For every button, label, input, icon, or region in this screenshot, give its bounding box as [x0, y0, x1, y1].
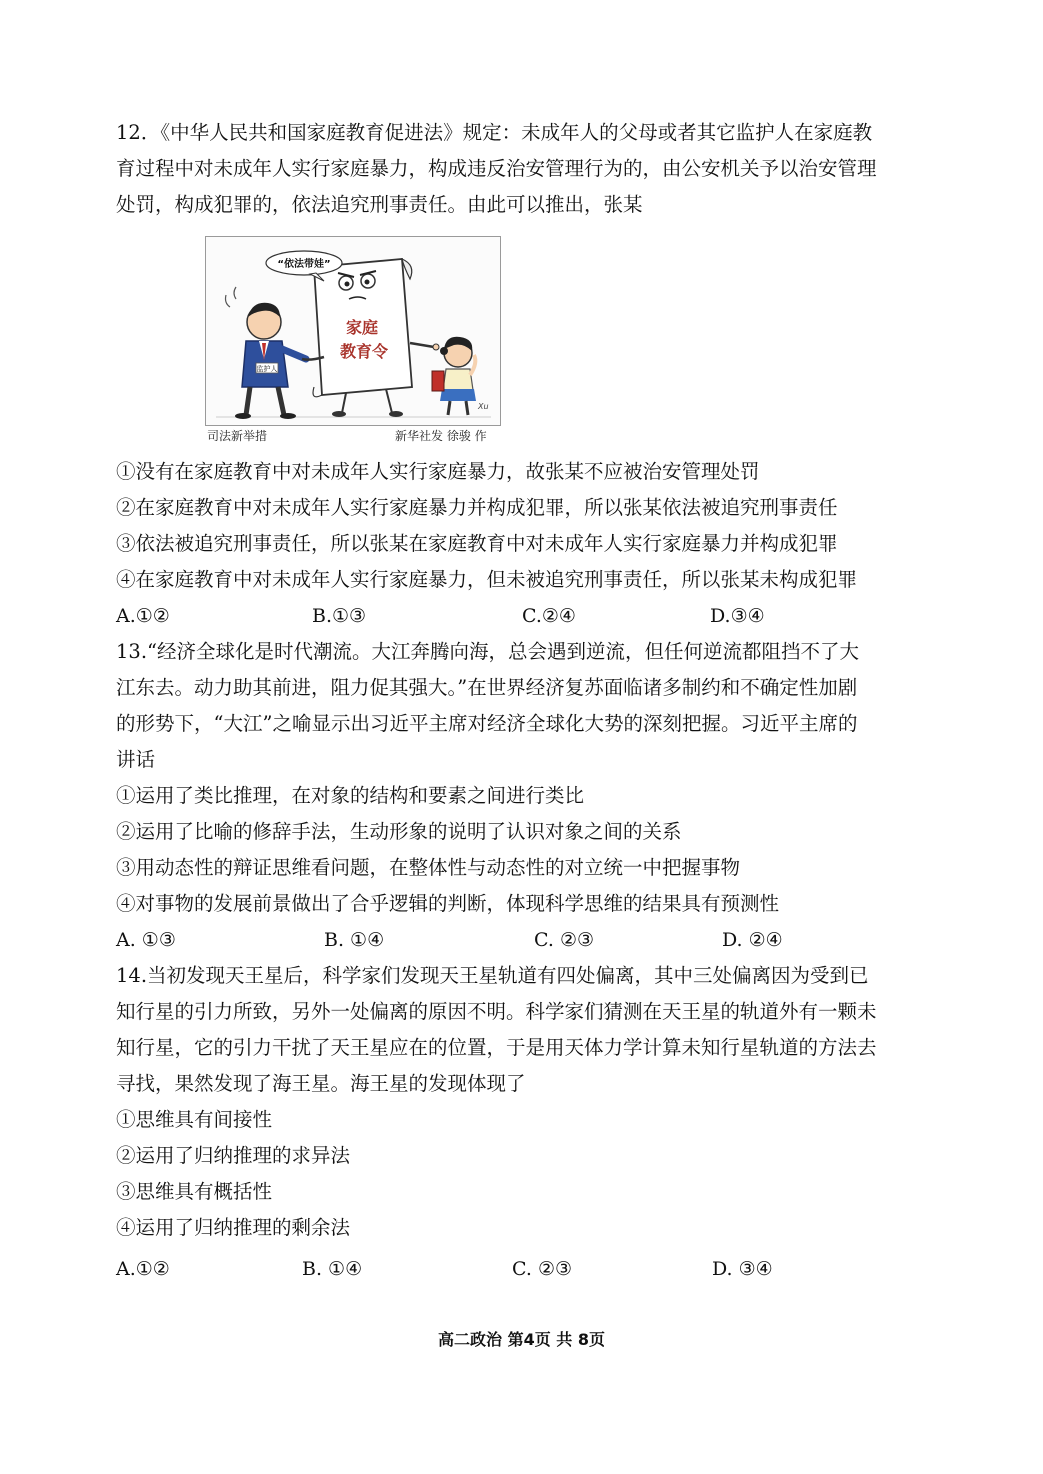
cartoon-caption-right: 新华社发 徐骏 作 [395, 429, 487, 443]
cartoon-caption-left: 司法新举措 [207, 429, 268, 443]
q14-statement-4: ④运用了归纳推理的剩余法 [116, 1216, 351, 1239]
q12-options [116, 603, 936, 629]
q13-options [116, 927, 936, 953]
q12-stem-line-3: 处罚，构成犯罪的，依法追究刑事责任。由此可以推出，张某 [116, 193, 643, 216]
q13-stem-line-1: 13.“经济全球化是时代潮流。大江奔腾向海，总会遇到逆流，但任何逆流都阻挡不了大 [116, 640, 859, 663]
scroll-text-1: 家庭 [345, 318, 379, 337]
q13-stem-line-4: 讲话 [116, 748, 156, 771]
speech-bubble-text: “依法带娃” [277, 259, 331, 270]
page-footer: 高二政治 第4页 共 8页 [438, 1330, 605, 1349]
q13-statement-1: ①运用了类比推理，在对象的结构和要素之间进行类比 [116, 784, 585, 807]
q12-cartoon-figure [205, 236, 501, 446]
q12-statement-2: ②在家庭教育中对未成年人实行家庭暴力并构成犯罪，所以张某依法被追究刑事责任 [116, 496, 838, 519]
q14-option-d: D. ③④ [712, 1258, 773, 1280]
q12-option-c: C.②④ [522, 605, 576, 627]
q14-option-c: C. ②③ [512, 1258, 573, 1280]
q13-option-b: B. ①④ [324, 929, 385, 951]
q13-stem-line-2: 江东去。动力助其前进，阻力促其强大。”在世界经济复苏面临诸多制约和不确定性加剧 [116, 676, 858, 699]
q14-statement-2: ②运用了归纳推理的求异法 [116, 1144, 351, 1167]
q14-stem-line-4: 寻找，果然发现了海王星。海王星的发现体现了 [116, 1072, 526, 1095]
q13-statement-4: ④对事物的发展前景做出了合乎逻辑的判断，体现科学思维的结果具有预测性 [116, 892, 780, 915]
q14-options [116, 1256, 936, 1282]
q12-statement-1: ①没有在家庭教育中对未成年人实行家庭暴力，故张某不应被治安管理处罚 [116, 460, 760, 483]
q14-option-b: B. ①④ [302, 1258, 363, 1280]
q13-statement-2: ②运用了比喻的修辞手法，生动形象的说明了认识对象之间的关系 [116, 820, 682, 843]
svg-text:Xu: Xu [478, 402, 489, 411]
scroll-figure [302, 259, 439, 417]
q14-option-a: A.①② [116, 1258, 170, 1280]
q14-statement-3: ③思维具有概括性 [116, 1180, 273, 1203]
guardian-badge: 监护人 [256, 365, 278, 373]
cartoon-frame [205, 236, 501, 426]
q13-statement-3: ③用动态性的辩证思维看问题，在整体性与动态性的对立统一中把握事物 [116, 856, 741, 879]
q12-option-a: A.①② [116, 605, 170, 627]
cartoon-illustration [206, 237, 500, 425]
scroll-text-2: 教育令 [339, 342, 389, 361]
q12-option-d: D.③④ [710, 605, 765, 627]
q13-option-a: A. ①③ [116, 929, 176, 951]
guardian-figure [226, 287, 307, 419]
q12-stem-line-1: 12．《中华人民共和国家庭教育促进法》规定：未成年人的父母或者其它监护人在家庭教 [116, 121, 873, 144]
q13-stem-line-3: 的形势下，“大江”之喻显示出习近平主席对经济全球化大势的深刻把握。习近平主席的 [116, 712, 858, 735]
q12-statement-4: ④在家庭教育中对未成年人实行家庭暴力，但未被追究刑事责任，所以张某未构成犯罪 [116, 568, 858, 591]
q12-option-b: B.①③ [312, 605, 367, 627]
q14-stem-line-1: 14.当初发现天王星后，科学家们发现天王星轨道有四处偏离，其中三处偏离因为受到已 [116, 964, 869, 987]
q14-stem-line-2: 知行星的引力所致，另外一处偏离的原因不明。科学家们猜测在天王星的轨道外有一颗未 [116, 1000, 877, 1023]
q14-statement-1: ①思维具有间接性 [116, 1108, 273, 1131]
q12-statement-3: ③依法被追究刑事责任，所以张某在家庭教育中对未成年人实行家庭暴力并构成犯罪 [116, 532, 838, 555]
q13-option-c: C. ②③ [534, 929, 595, 951]
q13-option-d: D. ②④ [722, 929, 783, 951]
q12-stem-line-2: 育过程中对未成年人实行家庭暴力，构成违反治安管理行为的，由公安机关予以治安管理 [116, 157, 877, 180]
q14-stem-line-3: 知行星，它的引力干扰了天王星应在的位置，于是用天体力学计算未知行星轨道的方法去 [116, 1036, 877, 1059]
